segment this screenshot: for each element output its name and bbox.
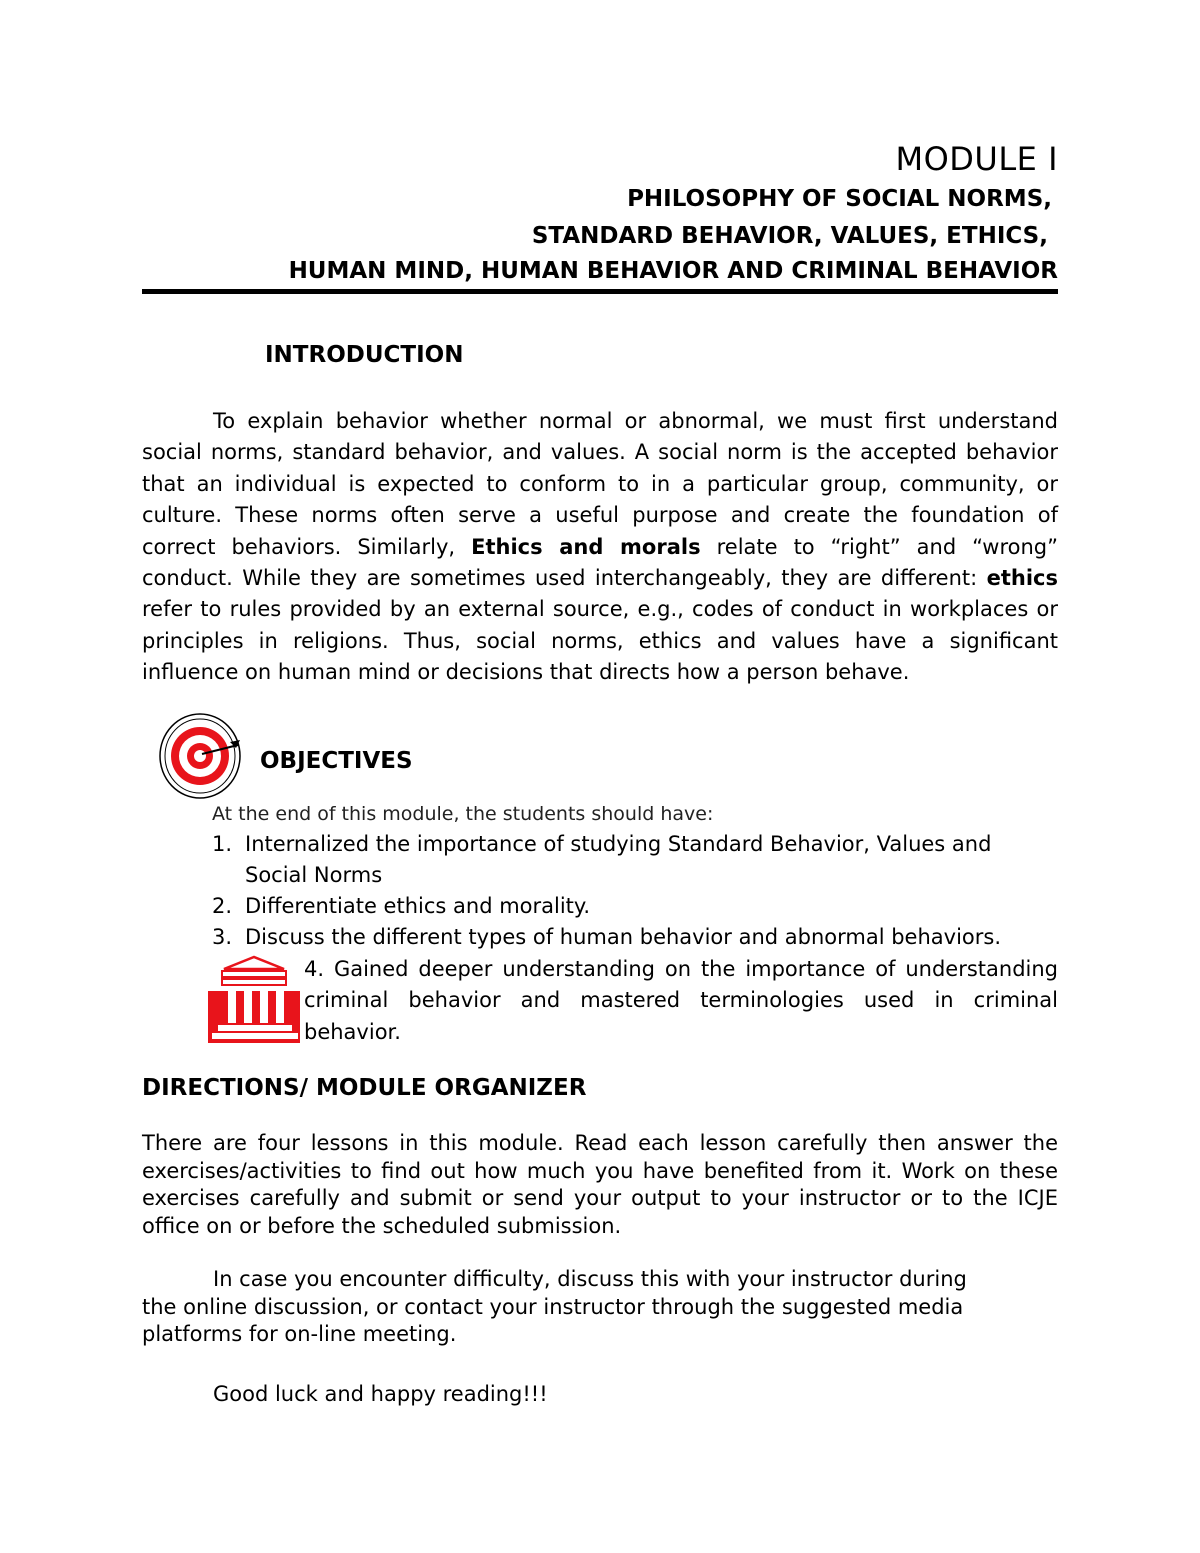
objective-text: Discuss the different types of human behavior and abnormal behaviors. bbox=[245, 925, 1002, 949]
intro-bold-ethics-morals: Ethics and morals bbox=[471, 534, 701, 559]
objective-number: 4. bbox=[304, 957, 325, 981]
objective-number: 2. bbox=[212, 894, 233, 918]
intro-text-2: relate to “right” and “wrong” conduct. While they are sometimes used interchangeably, they are different: bbox=[142, 534, 1059, 591]
objective-number: 1. bbox=[212, 832, 233, 856]
intro-text-3: refer to rules provided by an external source, e.g., codes of conduct in workplaces or principles in religions. Thus, social norms, ethics and values have a significant influence on human mind or decisions that directs how a person behave. bbox=[142, 597, 1058, 685]
module-subtitle-line-1: PHILOSOPHY OF SOCIAL NORMS, bbox=[627, 186, 1052, 212]
objective-item bbox=[212, 829, 1012, 892]
objectives-lead: At the end of this module, the students should have: bbox=[212, 803, 714, 825]
module-title: MODULE I bbox=[895, 140, 1058, 178]
introduction-paragraph bbox=[142, 406, 1058, 689]
objective-item bbox=[212, 922, 1012, 953]
objective-text: Differentiate ethics and morality. bbox=[245, 894, 591, 918]
header-divider bbox=[142, 289, 1058, 294]
objective-number: 3. bbox=[212, 925, 233, 949]
objective-item bbox=[212, 891, 1012, 922]
difficulty-text: In case you encounter difficulty, discuss this with your instructor during the online discussion, or contact your instructor through the suggested media platforms for on-line meeting. bbox=[142, 1267, 967, 1346]
introduction-heading: INTRODUCTION bbox=[265, 342, 464, 368]
courthouse-icon bbox=[208, 955, 300, 1043]
target-icon bbox=[158, 712, 244, 800]
difficulty-paragraph bbox=[142, 1266, 992, 1349]
objective-item bbox=[304, 954, 1058, 1048]
module-subtitle-line-2: STANDARD BEHAVIOR, VALUES, ETHICS, bbox=[531, 223, 1048, 249]
closing-line: Good luck and happy reading!!! bbox=[213, 1382, 548, 1406]
objective-text: Internalized the importance of studying Standard Behavior, Values and Social Norms bbox=[245, 832, 992, 888]
intro-bold-ethics: ethics bbox=[986, 566, 1058, 591]
objectives-heading: OBJECTIVES bbox=[260, 748, 413, 774]
objective-text: Gained deeper understanding on the importance of understanding criminal behavior and mastered terminologies used in criminal behavior. bbox=[304, 957, 1058, 1044]
directions-paragraph: There are four lessons in this module. Read each lesson carefully then answer the exercises/activities to find out how much you have benefited from it. Work on these exercises carefully and submit or send your output to your instructor or to the ICJE office on or before the scheduled submission. bbox=[142, 1131, 1058, 1238]
intro-text-1: To explain behavior whether normal or abnormal, we must first understand social norms, standard behavior, and values. A social norm is the accepted behavior that an individual is expected to conform to in a particular group, community, or culture. These norms often serve a useful purpose and create the foundation of correct behaviors. Similarly, bbox=[142, 409, 1058, 559]
directions-heading: DIRECTIONS/ MODULE ORGANIZER bbox=[142, 1075, 587, 1101]
module-subtitle-line-3: HUMAN MIND, HUMAN BEHAVIOR AND CRIMINAL BEHAVIOR bbox=[288, 258, 1058, 284]
